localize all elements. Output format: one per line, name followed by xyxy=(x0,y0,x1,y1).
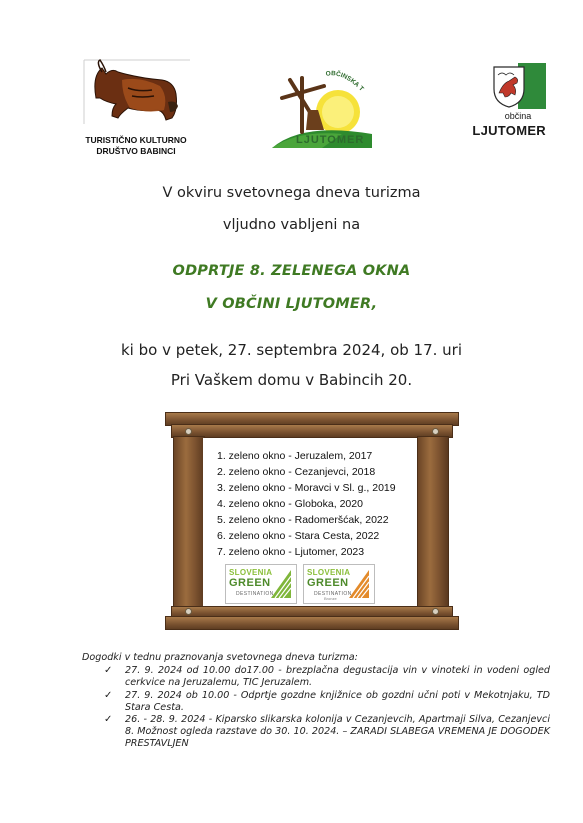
event-text: 27. 9. 2024 od 10.00 do17.00 - brezplačna degustacija vin v vinoteki in vodeni ogled cerkvice na Jeruzalemu, TIC Jeruzalem. xyxy=(125,665,550,689)
headline-line2: V OBČINI LJUTOMER, xyxy=(205,296,378,312)
badge-slovenia: SLOVENIA xyxy=(229,568,273,577)
checkmark-icon: ✓ xyxy=(104,714,113,726)
event-item xyxy=(82,690,550,714)
bolt-icon xyxy=(185,428,192,435)
tkd-babinci-logo xyxy=(82,58,190,158)
list-item: 4. zeleno okno - Globoka, 2020 xyxy=(217,498,363,510)
obcina-ljutomer-logo xyxy=(472,63,550,145)
intro-line1: V okviru svetovnega dneva turizma xyxy=(162,185,421,201)
event-item xyxy=(82,714,550,751)
list-item: 7. zeleno okno - Ljutomer, 2023 xyxy=(217,546,365,558)
headline-line1: ODPRTJE 8. ZELENEGA OKNA xyxy=(172,263,411,279)
badge-green: GREEN xyxy=(307,577,349,589)
badge-level: Bronze xyxy=(324,596,337,601)
logo-right-line1: občina xyxy=(504,111,532,121)
frame-top-rail xyxy=(171,424,453,438)
list-item: 5. zeleno okno - Radomeršćak, 2022 xyxy=(217,514,389,526)
list-item: 2. zeleno okno - Cezanjevci, 2018 xyxy=(217,466,376,478)
badge-green: GREEN xyxy=(229,577,271,589)
coat-of-arms-icon xyxy=(490,63,546,109)
events-title: Dogodki v tednu praznovanja svetovnega dneva turizma: xyxy=(82,652,358,663)
list-item: 6. zeleno okno - Stara Cesta, 2022 xyxy=(217,530,380,542)
bolt-icon xyxy=(185,608,192,615)
frame-left-post xyxy=(173,436,205,618)
badge-destination: DESTINATION xyxy=(236,591,274,597)
badge-slovenia: SLOVENIA xyxy=(307,568,351,577)
bolt-icon xyxy=(432,608,439,615)
otz-ljutomer-logo xyxy=(268,70,376,150)
checkmark-icon: ✓ xyxy=(104,665,113,677)
logo-caption-line1: TURISTIČNO KULTURNO xyxy=(85,135,187,145)
event-text: 27. 9. 2024 ob 10.00 - Odprtje gozdne knjižnice ob gozdni učni poti v Mekotnjaku, TD Stara Cesta. xyxy=(125,689,550,713)
slovenia-green-badge xyxy=(225,564,297,604)
logo-caption-line2: DRUŠTVO BABINCI xyxy=(96,146,176,156)
badge-destination: DESTINATION xyxy=(314,591,352,597)
frame-bottom-beam xyxy=(165,616,459,630)
logo-mid-caption: LJUTOMER xyxy=(296,134,365,146)
slovenia-green-bronze-badge xyxy=(303,564,375,604)
list-item: 1. zeleno okno - Jeruzalem, 2017 xyxy=(217,450,373,462)
event-item xyxy=(82,665,550,689)
frame-right-post xyxy=(417,436,449,618)
event-text: 26. - 28. 9. 2024 - Kiparsko slikarska kolonija v Cezanjevcih, Apartmaji Silva, Cezanjevci 8. Možnost ogleda razstave do 30. 10. 2024. – ZARADI SLABEGA VREMENA JE DOGODEK PRESTAVLJEN xyxy=(125,714,550,750)
bolt-icon xyxy=(432,428,439,435)
logo-arc-text: OBČINSKA T xyxy=(325,70,365,93)
goat-figure-icon xyxy=(82,58,190,132)
leaf-icon xyxy=(269,568,293,600)
leaf-icon xyxy=(347,568,371,600)
checkmark-icon: ✓ xyxy=(104,689,113,701)
events-section xyxy=(82,652,550,751)
window-panel xyxy=(203,438,417,606)
logo-right-line2: LJUTOMER xyxy=(472,123,546,138)
wooden-window-frame xyxy=(165,412,459,632)
list-item: 3. zeleno okno - Moravci v Sl. g., 2019 xyxy=(217,482,396,494)
details-line1: ki bo v petek, 27. septembra 2024, ob 17. uri xyxy=(120,341,462,359)
details-line2: Pri Vaškem domu v Babincih 20. xyxy=(170,371,413,389)
intro-line2: vljudno vabljeni na xyxy=(222,217,361,233)
